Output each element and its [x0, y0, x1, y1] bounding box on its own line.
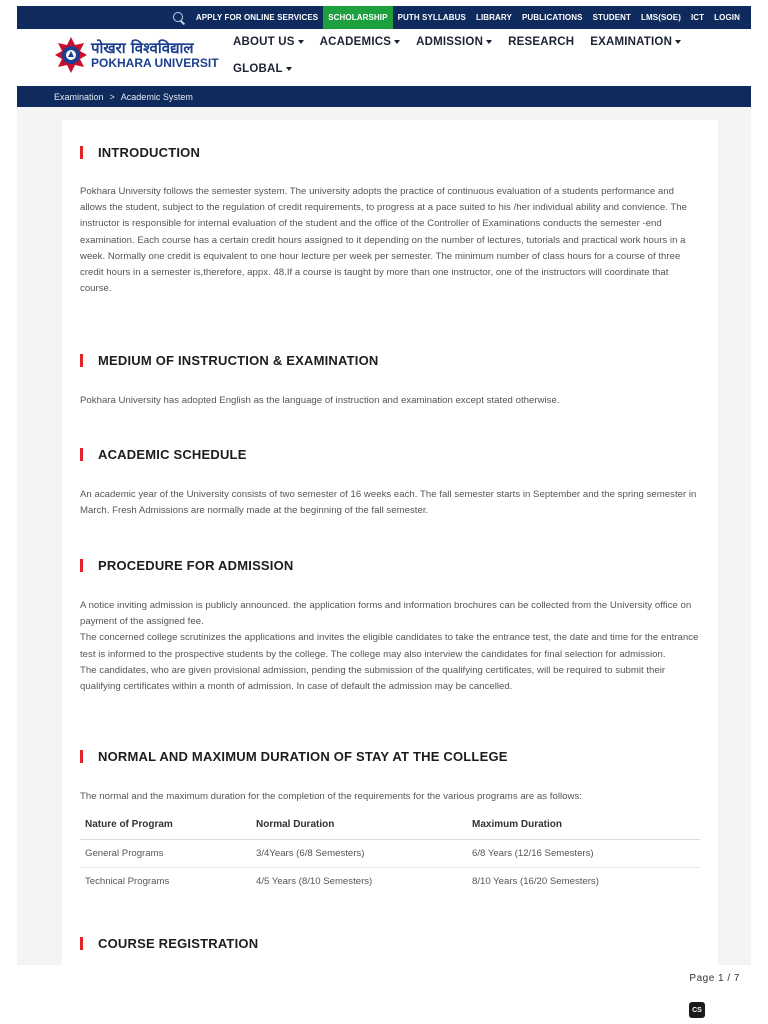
nav-research-label: RESEARCH	[508, 36, 575, 48]
heading-accent-bar	[80, 937, 83, 950]
table-cell: 3/4Years (6/8 Semesters)	[251, 839, 467, 867]
nav-global[interactable]	[233, 63, 292, 75]
section-duration	[80, 748, 702, 895]
top-link-publications[interactable]: PUBLICATIONS	[521, 13, 583, 22]
top-link-apply-online[interactable]: APPLY FOR ONLINE SERVICES	[195, 13, 319, 22]
main-navigation	[233, 35, 733, 89]
section-academic-schedule	[80, 446, 702, 519]
section-title: INTRODUCTION	[98, 144, 201, 160]
caret-down-icon	[286, 67, 292, 71]
nav-academics[interactable]	[320, 36, 400, 48]
top-link-scholarship[interactable]: SCHOLARSHIP	[323, 6, 392, 29]
heading-accent-bar	[80, 559, 83, 572]
table-cell: 4/5 Years (8/10 Semesters)	[256, 875, 373, 887]
heading-accent-bar	[80, 750, 83, 763]
breadcrumb	[17, 86, 751, 107]
section-text: An academic year of the University consists of two semester of 16 weeks each. The fall semester starts in September and the spring semester in March. Fresh Admissions are normally made at the beginning of the fall semester.	[80, 489, 697, 517]
breadcrumb-parent[interactable]: Examination	[54, 91, 104, 102]
table-cell: Technical Programs	[85, 875, 170, 887]
table-cell: 6/8 Years (12/16 Semesters)	[467, 839, 700, 867]
breadcrumb-current: Academic System	[120, 91, 193, 102]
section-introduction	[80, 144, 702, 297]
logo-nepali-text: पोखरा विश्वविद्याल	[91, 39, 194, 57]
utility-bar	[17, 6, 751, 29]
top-link-lms[interactable]: LMS(SOE)	[641, 13, 681, 22]
table-header: Nature of Program	[80, 811, 251, 839]
university-logo[interactable]	[54, 36, 219, 74]
table-row	[80, 867, 700, 895]
top-link-ict[interactable]: ICT	[690, 13, 705, 22]
section-course-registration	[80, 935, 702, 951]
nav-research[interactable]	[508, 36, 574, 48]
section-medium	[80, 352, 702, 409]
page-indicator: Page 1 / 7	[689, 973, 740, 984]
section-text: The normal and the maximum duration for the completion of the requirements for the various programs are as follows:	[80, 791, 582, 802]
caret-down-icon	[675, 40, 681, 44]
top-link-puth-syllabus[interactable]: PUTH SYLLABUS	[397, 13, 466, 22]
table-header: Normal Duration	[251, 811, 467, 839]
site-header	[17, 29, 751, 86]
university-emblem-icon	[54, 36, 88, 74]
search-icon[interactable]	[173, 12, 185, 24]
nav-about-us[interactable]	[233, 36, 304, 48]
top-link-student[interactable]: STUDENT	[592, 13, 632, 22]
nav-examination[interactable]	[590, 36, 681, 48]
nav-admission[interactable]	[416, 36, 492, 48]
nav-examination-label: EXAMINATION	[590, 36, 673, 48]
section-title: COURSE REGISTRATION	[98, 935, 259, 951]
section-text: The candidates, who are given provisional admission, pending the submission of the qualifying certificates, will be required to submit their qualifying certificates within a month of admission. In case of default the admission may be cancelled.	[80, 664, 666, 693]
section-text: The concerned college scrutinizes the applications and invites the eligible candidates to take the entrance test, the date and time for the entrance test is informed to the prospective students by the college. The college may also interview the candidates for final selection for admission.	[80, 632, 699, 660]
caret-down-icon	[394, 40, 400, 44]
section-title: NORMAL AND MAXIMUM DURATION OF STAY AT THE COLLEGE	[98, 748, 508, 764]
caret-down-icon	[298, 40, 304, 44]
camscanner-badge-icon: CS	[689, 1002, 705, 1018]
section-title: PROCEDURE FOR ADMISSION	[98, 557, 294, 573]
table-cell: 8/10 Years (16/20 Semesters)	[472, 875, 599, 887]
duration-table	[80, 811, 700, 895]
caret-down-icon	[486, 40, 492, 44]
section-admission-procedure	[80, 557, 702, 695]
heading-accent-bar	[80, 146, 83, 159]
section-title: ACADEMIC SCHEDULE	[98, 446, 247, 462]
section-text: A notice inviting admission is publicly announced. the application forms and information brochures can be collected from the University office on payment of the assigned fee.	[80, 600, 692, 628]
top-link-library[interactable]: LIBRARY	[475, 13, 512, 22]
nav-about-us-label: ABOUT US	[233, 36, 295, 48]
breadcrumb-separator: >	[109, 91, 115, 102]
heading-accent-bar	[80, 448, 83, 461]
nav-admission-label: ADMISSION	[416, 36, 484, 48]
table-header-row	[80, 811, 700, 839]
table-row	[80, 839, 700, 867]
table-cell: General Programs	[80, 839, 251, 867]
nav-global-label: GLOBAL	[233, 63, 283, 75]
table-header: Maximum Duration	[467, 811, 700, 839]
logo-english-text: POKHARA UNIVERSIT	[91, 56, 219, 70]
heading-accent-bar	[80, 354, 83, 367]
section-title: MEDIUM OF INSTRUCTION & EXAMINATION	[98, 352, 379, 368]
section-text: Pokhara University has adopted English as the language of instruction and examination except stated otherwise.	[80, 395, 560, 406]
top-link-login[interactable]: LOGIN	[714, 13, 740, 22]
nav-academics-label: ACADEMICS	[319, 36, 392, 48]
section-text: Pokhara University follows the semester system. The university adopts the practice of continuous evaluation of a students performance and allows the student, subject to the regulation of credit requirements, to progress at a pace suited to his /her individual ability and convience. The instructor is responsible for internal evaluation of the student and the office of the Controller of Examinations conducts the semester -end examination. Each course has a certain credit hours assigned to it depending on the number of lectures, tutorials and practical work hours in a week. Normally one credit is equivalent to one hour lecture per week per semester. The minimum number of class hours for a course of three credit hours in a semester is,therefore, appx. 48.If a course is taught by more than one instructor, one of the instructors will coordinate that course.	[80, 186, 688, 295]
